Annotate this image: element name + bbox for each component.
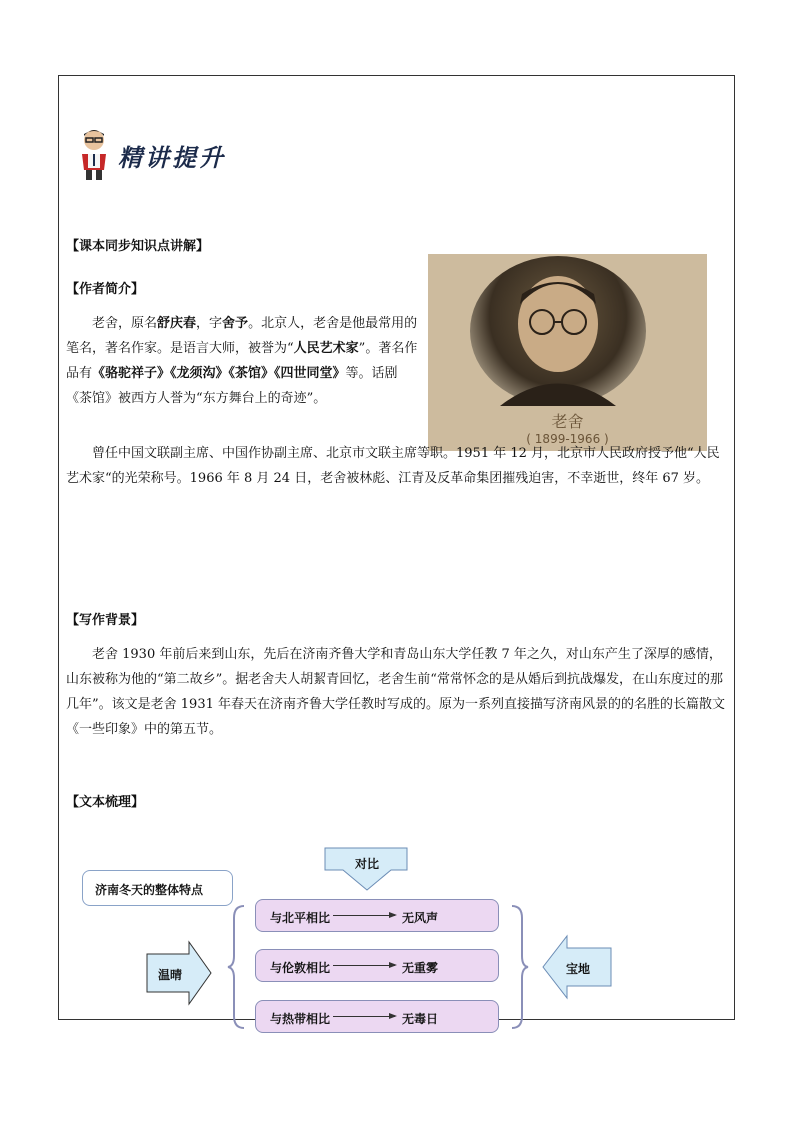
section-label-background: 【写作背景】 [66,613,145,628]
comparison-subject: 与北平相比 [270,911,331,925]
section-label-author: 【作者简介】 [66,282,145,297]
comparison-subject: 与热带相比 [270,1012,331,1026]
comparison-row [255,1000,499,1033]
portrait-image [470,256,646,406]
text: ，字 [196,316,223,331]
background-paragraph: 老舍 1930 年前后来到山东，先后在济南齐鲁大学和青岛山东大学任教 7 年之久，对山东产生了深厚的感情，山东被称为他的“第二故乡”。据老舍夫人胡絜青回忆，老舍生前“常常怀念的是从婚后到抗战爆发，在山东度过的那几年”。该文是老舍 1931 年春天在济南齐鲁大学任教时写成的。原为一系列直接描写济南风景的的名胜的长篇散文《一些印象》中的第五节。 [66,647,725,737]
teacher-avatar-icon [76,126,112,182]
overall-feature-label: 济南冬天的整体特点 [95,883,204,897]
author-courtesy-name: 舍予 [222,316,249,331]
page-title: 精讲提升 [118,144,226,172]
portrait-caption-years: ( 1899-1966 ) [526,432,609,446]
text: 。北京人，老舍是他最常用的笔名，著名作家。是语言大师，被誉为“ [66,316,418,356]
author-works: 《骆驼祥子》《龙须沟》《茶馆》《四世同堂》 [92,366,346,381]
overall-feature-box [82,870,233,906]
right-arrow-icon [333,915,395,916]
comparison-row [255,949,499,982]
author-career-paragraph: 曾任中国文联副主席、中国作协副主席、北京市文联主席等职。1951 年 12 月，北京市人民政府授予他“人民艺术家“的光荣称号。1966 年 8 月 24 日，老舍被林彪、江青及反革命集团摧残迫害，不幸逝世，终年 67 岁。 [66,446,720,486]
portrait-caption-name: 老舍 [551,412,584,431]
warm-sunny-label: 温晴 [158,968,183,982]
author-honor-title: 人民艺术家 [293,341,359,356]
right-arrow-icon [333,965,395,966]
text: ”。著名作品有 [66,341,418,381]
section-label-outline: 【文本梳理】 [66,795,145,810]
text: 老舍，原名 [92,316,158,331]
treasure-land-label: 宝地 [566,962,591,976]
author-intro-paragraph [66,311,419,411]
author-real-name: 舒庆春 [157,316,197,331]
author-portrait [428,254,707,451]
comparison-result: 无风声 [402,911,439,925]
right-arrow-icon [333,1016,395,1017]
text: 等。话剧《茶馆》被西方人誉为“东方舞台上的奇迹”。 [66,366,398,406]
right-brace [508,904,530,1030]
comparison-result: 无毒日 [402,1012,439,1026]
comparison-subject: 与伦敦相比 [270,961,331,975]
comparison-row [255,899,499,932]
comparison-result: 无重雾 [402,961,439,975]
left-brace [226,904,248,1030]
section-label-knowledge: 【课本同步知识点讲解】 [66,239,210,254]
contrast-label: 对比 [355,857,380,871]
